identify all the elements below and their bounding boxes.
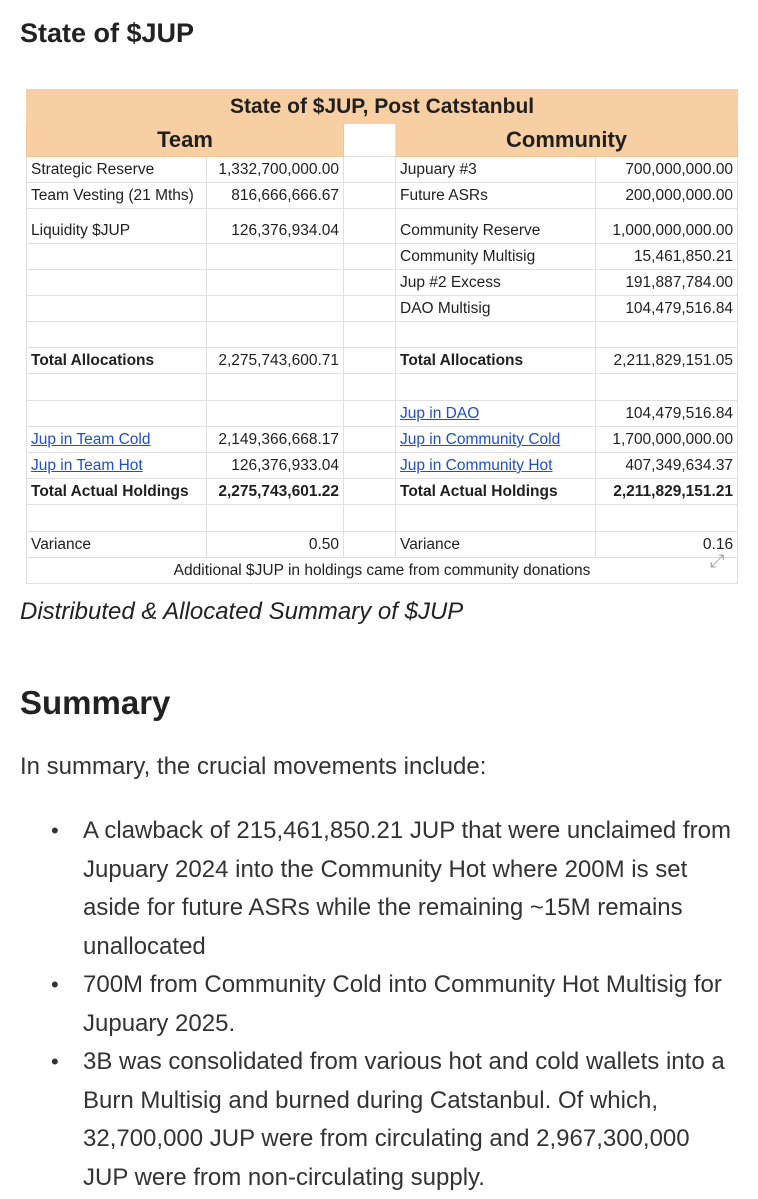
- community-value: 1,000,000,000.00: [596, 209, 738, 244]
- community-value: 700,000,000.00: [596, 157, 738, 183]
- team-total-holdings: 2,275,743,601.22: [207, 479, 344, 505]
- team-label: Team Vesting (21 Mths): [27, 183, 207, 209]
- spreadsheet-image: [26, 89, 737, 580]
- community-label: Community Reserve: [396, 209, 596, 244]
- summary-list: [35, 812, 741, 1197]
- community-value: 104,479,516.84: [596, 296, 738, 322]
- community-header: Community: [396, 124, 738, 157]
- expand-icon[interactable]: ⤢: [710, 551, 725, 571]
- sheet-title-row: [27, 90, 738, 124]
- team-label: Liquidity $JUP: [27, 209, 207, 244]
- community-value: 15,461,850.21: [596, 244, 738, 270]
- team-total-allocations: 2,275,743,600.71: [207, 348, 344, 374]
- community-total-allocations-label: Total Allocations: [396, 348, 596, 374]
- table-row: [27, 322, 738, 348]
- team-value: [207, 244, 344, 270]
- community-value: 407,349,634.37: [596, 453, 738, 479]
- team-label: [27, 296, 207, 322]
- community-total-allocations: 2,211,829,151.05: [596, 348, 738, 374]
- team-variance: 0.50: [207, 532, 344, 558]
- jup-state-table: [26, 89, 738, 584]
- note-row: [27, 558, 738, 584]
- jup-in-community-cold-link[interactable]: Jup in Community Cold: [396, 427, 596, 453]
- table-row: [27, 532, 738, 558]
- team-variance-label: Variance: [27, 532, 207, 558]
- community-value: 191,887,784.00: [596, 270, 738, 296]
- team-value: [207, 296, 344, 322]
- community-value: 1,700,000,000.00: [596, 427, 738, 453]
- table-row: [27, 270, 738, 296]
- summary-heading: Summary: [20, 684, 171, 721]
- jup-in-team-cold-link[interactable]: Jup in Team Cold: [27, 427, 207, 453]
- team-label: Strategic Reserve: [27, 157, 207, 183]
- community-total-holdings-label: Total Actual Holdings: [396, 479, 596, 505]
- page-title: State of $JUP: [20, 18, 195, 48]
- community-label: Jup #2 Excess: [396, 270, 596, 296]
- jup-in-community-hot-link[interactable]: Jup in Community Hot: [396, 453, 596, 479]
- team-total-allocations-label: Total Allocations: [27, 348, 207, 374]
- list-item: • 3B was consolidated from various hot and cold wallets into a Burn Multisig and burned during Catstanbul. Of which, 32,700,000 JUP were from circulating and 2,967,300,000 JUP were from non-circulating supply.: [35, 1043, 741, 1197]
- summary-intro: In summary, the crucial movements include:: [20, 753, 487, 780]
- bullet-icon: •: [51, 1049, 59, 1074]
- table-row: [27, 453, 738, 479]
- community-label: DAO Multisig: [396, 296, 596, 322]
- table-row: [27, 374, 738, 401]
- list-item: • A clawback of 215,461,850.21 JUP that were unclaimed from Jupuary 2024 into the Community Hot where 200M is set aside for future ASRs while the remaining ~15M remains unallocated: [35, 812, 741, 966]
- team-value: 2,149,366,668.17: [207, 427, 344, 453]
- team-value: [207, 270, 344, 296]
- table-row: [27, 209, 738, 244]
- community-value: 104,479,516.84: [596, 401, 738, 427]
- community-label: Jupuary #3: [396, 157, 596, 183]
- jup-in-team-hot-link[interactable]: Jup in Team Hot: [27, 453, 207, 479]
- table-row: [27, 183, 738, 209]
- team-total-holdings-label: Total Actual Holdings: [27, 479, 207, 505]
- section-header-row: [27, 124, 738, 157]
- table-row: [27, 244, 738, 270]
- table-row: [27, 479, 738, 505]
- team-label: [27, 244, 207, 270]
- community-value: 200,000,000.00: [596, 183, 738, 209]
- team-value: 816,666,666.67: [207, 183, 344, 209]
- community-label: Community Multisig: [396, 244, 596, 270]
- table-row: [27, 401, 738, 427]
- table-row: [27, 505, 738, 532]
- team-value: 126,376,934.04: [207, 209, 344, 244]
- team-label: [27, 270, 207, 296]
- bullet-icon: •: [51, 818, 59, 843]
- list-item: • 700M from Community Cold into Community Hot Multisig for Jupuary 2025.: [35, 966, 741, 1043]
- table-row: [27, 296, 738, 322]
- table-row: [27, 427, 738, 453]
- bullet-icon: •: [51, 972, 59, 997]
- community-total-holdings: 2,211,829,151.21: [596, 479, 738, 505]
- donation-note: Additional $JUP in holdings came from community donations: [27, 558, 738, 584]
- table-row: [27, 348, 738, 374]
- image-caption: Distributed & Allocated Summary of $JUP: [20, 598, 464, 625]
- table-row: [27, 157, 738, 183]
- jup-in-dao-link[interactable]: Jup in DAO: [396, 401, 596, 427]
- sheet-title: State of $JUP, Post Catstanbul: [27, 90, 738, 124]
- community-label: Future ASRs: [396, 183, 596, 209]
- team-header: Team: [27, 124, 344, 157]
- community-variance-label: Variance: [396, 532, 596, 558]
- team-value: 126,376,933.04: [207, 453, 344, 479]
- community-variance: 0.16: [596, 532, 738, 558]
- team-value: 1,332,700,000.00: [207, 157, 344, 183]
